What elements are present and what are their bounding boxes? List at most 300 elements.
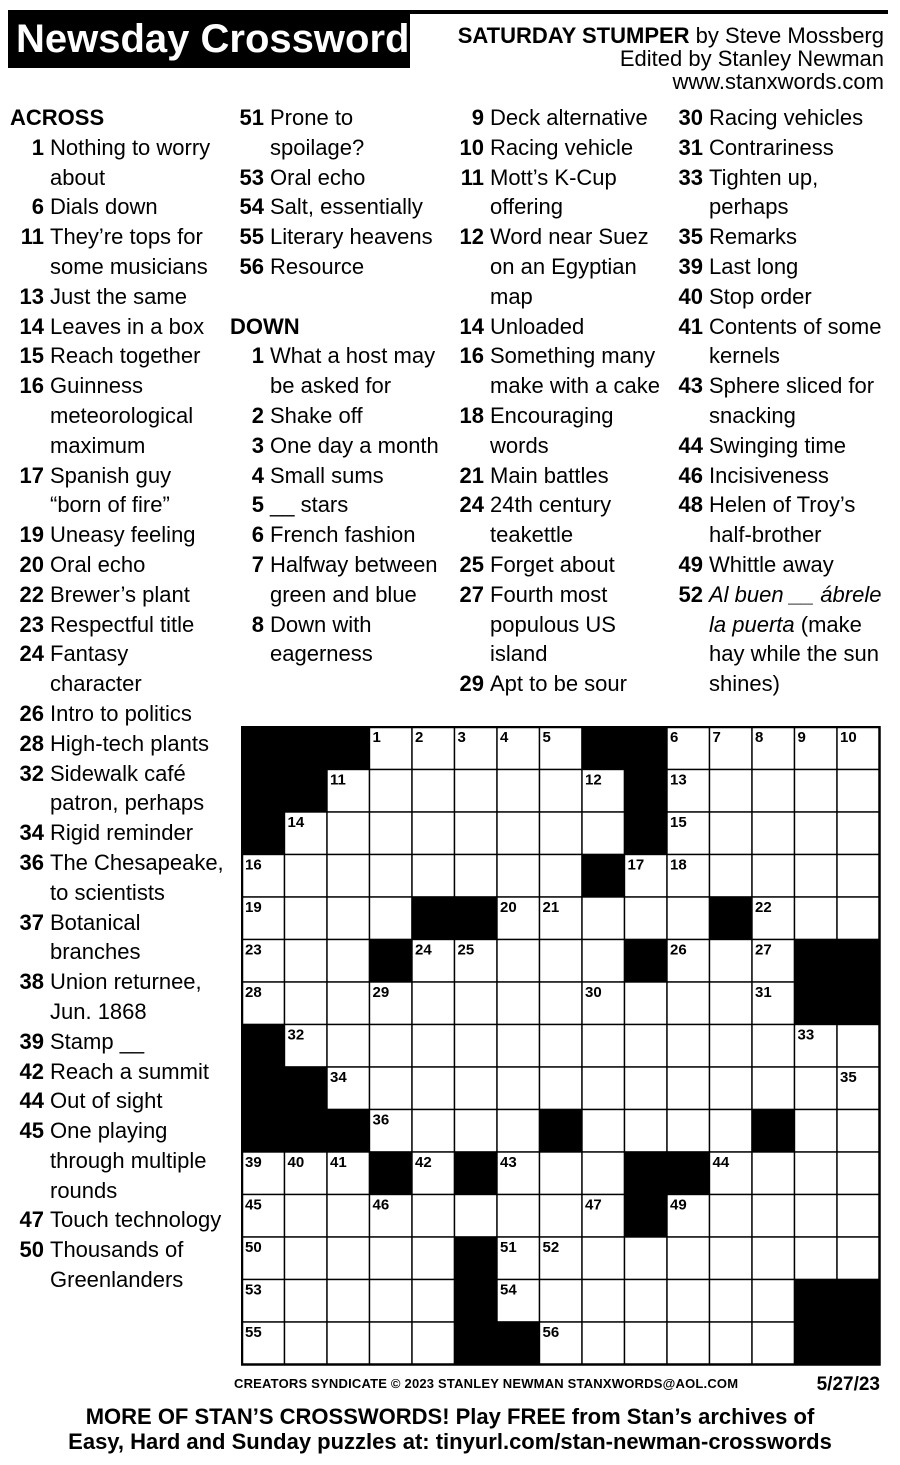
grid-cell[interactable] [710,812,753,855]
grid-cell[interactable] [412,1195,455,1238]
grid-cell[interactable] [667,1025,710,1068]
grid-block [795,1280,838,1323]
clue-text: Just the same [50,283,187,309]
grid-cell[interactable] [625,1280,668,1323]
stumper-label: SATURDAY STUMPER [457,23,690,48]
grid-cell[interactable] [667,1322,710,1365]
grid-cell[interactable] [497,1110,540,1153]
clue-item[interactable] [10,133,225,193]
grid-cell[interactable] [667,1110,710,1153]
grid-cell[interactable] [540,1280,583,1323]
grid-cell[interactable] [625,1067,668,1110]
clue-item[interactable] [450,550,665,580]
clue-item[interactable] [669,312,894,372]
clue-item[interactable] [230,401,445,431]
clue-item[interactable] [450,222,665,311]
grid-number: 51 [500,1239,517,1256]
grid-cell[interactable] [370,855,413,898]
grid-number: 16 [245,856,262,874]
clue-column-1 [10,103,225,1295]
grid-number: 1 [372,729,381,746]
clue-text: Stamp __ [50,1028,145,1054]
grid-block [837,982,880,1025]
grid-cell[interactable] [370,1322,413,1365]
grid-cell[interactable] [710,1025,753,1068]
grid-cell[interactable] [625,1110,668,1153]
clue-item[interactable] [10,222,225,282]
clue-number: 43 [678,373,703,399]
grid-cell[interactable] [540,1025,583,1068]
grid-svg[interactable] [241,726,881,1366]
grid-block [795,1322,838,1365]
clue-spacer [230,282,445,312]
grid-cell[interactable] [540,940,583,983]
grid-block [242,1110,285,1153]
grid-cell[interactable] [582,1067,625,1110]
grid-cell[interactable] [497,1195,540,1238]
grid-cell[interactable] [752,855,795,898]
grid-cell[interactable] [285,1322,328,1365]
crossword-grid[interactable] [241,726,881,1366]
grid-cell[interactable] [710,940,753,983]
clue-item[interactable] [230,103,445,163]
grid-cell[interactable] [625,1237,668,1280]
clue-number: 21 [459,462,484,488]
grid-block [455,1237,498,1280]
clue-item[interactable] [10,580,225,610]
grid-cell[interactable] [285,855,328,898]
grid-cell[interactable] [327,1025,370,1068]
grid-cell[interactable] [837,1110,880,1153]
grid-cell[interactable] [837,1025,880,1068]
clue-text: Brewer’s plant [50,581,190,607]
clue-number: 44 [678,432,703,458]
grid-number: 26 [670,941,687,959]
grid-cell[interactable] [540,770,583,813]
clue-text-italic: Al buen __ ábrele la puerta [709,581,882,637]
clue-item[interactable] [230,520,445,550]
grid-cell[interactable] [285,940,328,983]
grid-cell[interactable] [285,982,328,1025]
clue-item[interactable] [230,341,445,401]
clue-text: Main battles [490,462,609,488]
clue-item[interactable] [10,1116,225,1205]
grid-cell[interactable] [455,982,498,1025]
clue-item[interactable] [10,610,225,640]
clue-item[interactable] [669,252,894,282]
grid-cell[interactable] [795,1110,838,1153]
grid-cell[interactable] [795,1067,838,1110]
clue-text: Nothing to worry about [50,134,211,190]
grid-cell[interactable] [370,1067,413,1110]
grid-cell[interactable] [327,855,370,898]
grid-number: 53 [245,1281,262,1299]
grid-number: 30 [585,984,602,1001]
grid-cell[interactable] [412,982,455,1025]
clue-text: French fashion [270,522,416,548]
clue-item[interactable] [10,759,225,819]
grid-number: 43 [500,1154,517,1171]
grid-cell[interactable] [327,1237,370,1280]
grid-cell[interactable] [582,1237,625,1280]
clue-item[interactable] [230,192,445,222]
grid-cell[interactable] [582,1152,625,1195]
clue-item[interactable] [10,550,225,580]
grid-cell[interactable] [327,1280,370,1323]
clue-item[interactable] [669,222,894,252]
grid-cell[interactable] [667,1067,710,1110]
grid-cell[interactable] [412,1110,455,1153]
grid-cell[interactable] [837,1237,880,1280]
clue-item[interactable] [669,431,894,461]
grid-cell[interactable] [370,770,413,813]
clue-text: Helen of Troy’s half-brother [709,492,856,548]
grid-block [625,812,668,855]
across-heading: ACROSS [10,105,105,130]
clue-item[interactable] [230,461,445,491]
clue-number: 11 [20,224,44,250]
clue-item[interactable] [230,431,445,461]
grid-cell[interactable] [412,812,455,855]
grid-block [455,1280,498,1323]
grid-cell[interactable] [327,897,370,940]
grid-cell[interactable] [327,1322,370,1365]
clue-number: 24 [459,492,484,518]
grid-cell[interactable] [710,770,753,813]
grid-cell[interactable] [667,897,710,940]
clue-item[interactable] [450,580,665,669]
grid-cell[interactable] [837,855,880,898]
clue-item[interactable] [669,461,894,491]
clue-text: What a host may be asked for [270,343,436,399]
grid-cell[interactable] [540,855,583,898]
grid-cell[interactable] [540,812,583,855]
clue-item[interactable] [669,371,894,431]
clue-item[interactable] [669,550,894,580]
clue-item[interactable] [10,192,225,222]
clue-item[interactable] [669,580,894,699]
clue-item[interactable] [669,103,894,133]
grid-cell[interactable] [285,1195,328,1238]
grid-cell[interactable] [710,1237,753,1280]
clue-number: 7 [251,551,264,577]
clue-item[interactable] [230,222,445,252]
clue-item[interactable] [10,699,225,729]
clue-number: 5 [251,492,264,518]
grid-number: 10 [840,729,857,746]
grid-cell[interactable] [837,897,880,940]
grid-cell[interactable] [497,812,540,855]
grid-cell[interactable] [837,1152,880,1195]
clue-text: Oral echo [50,551,146,577]
grid-cell[interactable] [625,982,668,1025]
grid-cell[interactable] [752,1067,795,1110]
grid-cell[interactable] [625,1025,668,1068]
clue-item[interactable] [10,1235,225,1295]
clue-text: Spanish guy “born of fire” [50,462,172,518]
grid-cell[interactable] [625,1322,668,1365]
grid-cell[interactable] [752,770,795,813]
grid-number: 49 [670,1196,687,1214]
grid-block [242,812,285,855]
grid-cell[interactable] [412,1322,455,1365]
grid-cell[interactable] [455,1067,498,1110]
grid-cell[interactable] [497,1025,540,1068]
clue-text: Shake off [270,402,363,428]
clue-number: 29 [459,671,484,697]
clue-number: 39 [678,253,703,279]
clue-column-4 [669,103,894,699]
clue-item[interactable] [10,341,225,371]
clue-item[interactable] [450,103,665,133]
grid-cell[interactable] [540,1067,583,1110]
clue-number: 36 [19,849,44,875]
clue-text: Contents of some kernels [709,313,882,369]
clue-item[interactable] [450,341,665,401]
grid-cell[interactable] [582,1110,625,1153]
grid-cell[interactable] [497,1067,540,1110]
grid-cell[interactable] [582,812,625,855]
grid-cell[interactable] [370,1280,413,1323]
grid-cell[interactable] [752,1025,795,1068]
clue-item[interactable] [669,490,894,550]
grid-cell[interactable] [837,812,880,855]
grid-block [795,940,838,983]
clue-item[interactable] [450,401,665,461]
grid-cell[interactable] [497,940,540,983]
grid-cell[interactable] [795,1195,838,1238]
clue-number: 1 [31,134,44,160]
grid-cell[interactable] [625,897,668,940]
clue-item[interactable] [10,282,225,312]
grid-cell[interactable] [412,1280,455,1323]
puzzle-title: Newsday Crossword [8,10,410,68]
grid-number: 23 [245,941,262,959]
clue-number: 33 [678,164,703,190]
clue-item[interactable] [230,252,445,282]
clue-item[interactable] [669,133,894,163]
grid-cell[interactable] [667,1237,710,1280]
grid-cell[interactable] [752,1152,795,1195]
grid-number: 9 [797,729,806,746]
clue-item[interactable] [450,163,665,223]
grid-cell[interactable] [285,897,328,940]
clue-item[interactable] [230,610,445,670]
clue-item[interactable] [10,967,225,1027]
clue-number: 6 [31,194,44,220]
clue-item[interactable] [10,1086,225,1116]
grid-number: 19 [245,899,262,916]
grid-cell[interactable] [752,1237,795,1280]
grid-cell[interactable] [370,1025,413,1068]
clue-item[interactable] [669,163,894,223]
clue-item[interactable] [450,312,665,342]
grid-number: 47 [585,1196,602,1214]
clue-item[interactable] [10,371,225,460]
clue-item[interactable] [230,163,445,193]
clue-text: Dials down [50,194,158,220]
clue-item[interactable] [230,550,445,610]
grid-cell[interactable] [370,897,413,940]
grid-cell[interactable] [412,1237,455,1280]
grid-number: 17 [627,856,645,874]
clue-number: 53 [239,164,264,190]
grid-cell[interactable] [582,1025,625,1068]
grid-cell[interactable] [710,1195,753,1238]
grid-cell[interactable] [285,1237,328,1280]
grid-cell[interactable] [667,1280,710,1323]
clue-text: Contrariness [709,134,834,160]
grid-cell[interactable] [455,1195,498,1238]
clue-text: Stop order [709,283,812,309]
clue-text-gloss: (make hay while the sun shines) [709,611,879,697]
grid-cell[interactable] [370,1237,413,1280]
grid-cell[interactable] [412,855,455,898]
clue-number: 12 [459,224,484,250]
clue-item[interactable] [10,908,225,968]
grid-cell[interactable] [795,1152,838,1195]
clue-item[interactable] [10,1057,225,1087]
clue-text: Oral echo [270,164,366,190]
grid-cell[interactable] [497,770,540,813]
grid-block [667,1152,710,1195]
clue-text: Racing vehicles [709,105,864,130]
grid-number: 22 [755,899,772,916]
grid-cell[interactable] [582,1322,625,1365]
clue-item[interactable] [10,520,225,550]
grid-cell[interactable] [710,982,753,1025]
grid-cell[interactable] [412,1067,455,1110]
clue-item[interactable] [10,461,225,521]
down-heading: DOWN [230,313,300,339]
grid-number: 12 [585,771,602,789]
grid-cell[interactable] [497,982,540,1025]
clue-text: Union returnee, Jun. 1868 [50,969,202,1024]
grid-cell[interactable] [795,770,838,813]
clue-number: 4 [251,462,264,488]
clue-item[interactable] [450,461,665,491]
grid-block [582,727,625,770]
grid-cell[interactable] [370,812,413,855]
grid-number: 45 [245,1196,262,1214]
grid-cell[interactable] [497,855,540,898]
grid-number: 41 [330,1154,347,1171]
grid-cell[interactable] [752,1195,795,1238]
clue-text: __ stars [270,492,349,518]
grid-cell[interactable] [710,1280,753,1323]
grid-cell[interactable] [327,982,370,1025]
clue-number: 49 [678,551,703,577]
clue-item[interactable] [450,669,665,699]
grid-cell[interactable] [795,897,838,940]
clue-item[interactable] [10,848,225,908]
clue-text: Tighten up, perhaps [709,164,819,220]
grid-cell[interactable] [710,1110,753,1153]
clue-item[interactable] [10,312,225,342]
grid-cell[interactable] [285,1280,328,1323]
grid-cell[interactable] [582,897,625,940]
promo-line-1: MORE OF STAN’S CROSSWORDS! Play FREE from Stan’s archives of [85,1404,815,1429]
clue-number: 2 [251,402,264,428]
clue-item[interactable] [450,133,665,163]
grid-number: 6 [670,729,679,746]
grid-cell[interactable] [455,812,498,855]
grid-cell[interactable] [540,1195,583,1238]
grid-cell[interactable] [795,1237,838,1280]
grid-cell[interactable] [710,1067,753,1110]
clue-text: Deck alternative [490,105,648,130]
clue-number: 54 [239,194,264,220]
grid-cell[interactable] [455,770,498,813]
grid-cell[interactable] [582,1280,625,1323]
grid-cell[interactable] [667,982,710,1025]
clue-number: 16 [459,343,484,369]
grid-cell[interactable] [327,812,370,855]
grid-block [242,1025,285,1068]
clue-text: Sidewalk café patron, perhaps [50,760,205,816]
grid-number: 15 [670,814,687,831]
clue-text: Something many make with a cake [490,343,660,399]
grid-cell[interactable] [752,812,795,855]
grid-cell[interactable] [710,1322,753,1365]
grid-number: 34 [330,1069,347,1086]
grid-number: 5 [542,729,551,746]
grid-cell[interactable] [582,940,625,983]
clue-item[interactable] [230,490,445,520]
grid-cell[interactable] [540,1152,583,1195]
clue-item[interactable] [450,490,665,550]
clue-text: Forget about [490,551,615,577]
grid-cell[interactable] [837,770,880,813]
clue-item[interactable] [669,282,894,312]
clue-number: 37 [19,909,44,935]
grid-block [625,1152,668,1195]
grid-block [455,897,498,940]
grid-cell[interactable] [795,855,838,898]
grid-cell[interactable] [327,940,370,983]
clue-number: 28 [19,730,44,756]
grid-cell[interactable] [752,1280,795,1323]
grid-cell[interactable] [412,770,455,813]
grid-cell[interactable] [752,1322,795,1365]
clue-item[interactable] [10,639,225,699]
grid-number: 33 [797,1026,815,1044]
grid-cell[interactable] [455,1110,498,1153]
grid-cell[interactable] [455,1025,498,1068]
clue-text: Last long [709,253,799,279]
grid-block [455,1152,498,1195]
grid-cell[interactable] [795,812,838,855]
syndicate-credit: CREATORS SYNDICATE © 2023 STANLEY NEWMAN STANXWORDS@AOL.COM [234,1376,739,1391]
grid-cell[interactable] [837,1195,880,1238]
grid-block [455,1322,498,1365]
clue-number: 23 [19,611,44,637]
clue-item[interactable] [10,1027,225,1057]
clue-item[interactable] [10,818,225,848]
author: by Steve Mossberg [689,23,884,48]
grid-cell[interactable] [455,855,498,898]
grid-cell[interactable] [540,982,583,1025]
clue-number: 30 [678,105,703,130]
grid-cell[interactable] [710,855,753,898]
clue-item[interactable] [10,729,225,759]
grid-cell[interactable] [327,1195,370,1238]
grid-cell[interactable] [412,1025,455,1068]
clue-text: Halfway between green and blue [270,551,438,607]
grid-number: 48 [627,1196,645,1214]
clue-item[interactable] [10,1205,225,1235]
grid-number: 44 [712,1154,730,1171]
